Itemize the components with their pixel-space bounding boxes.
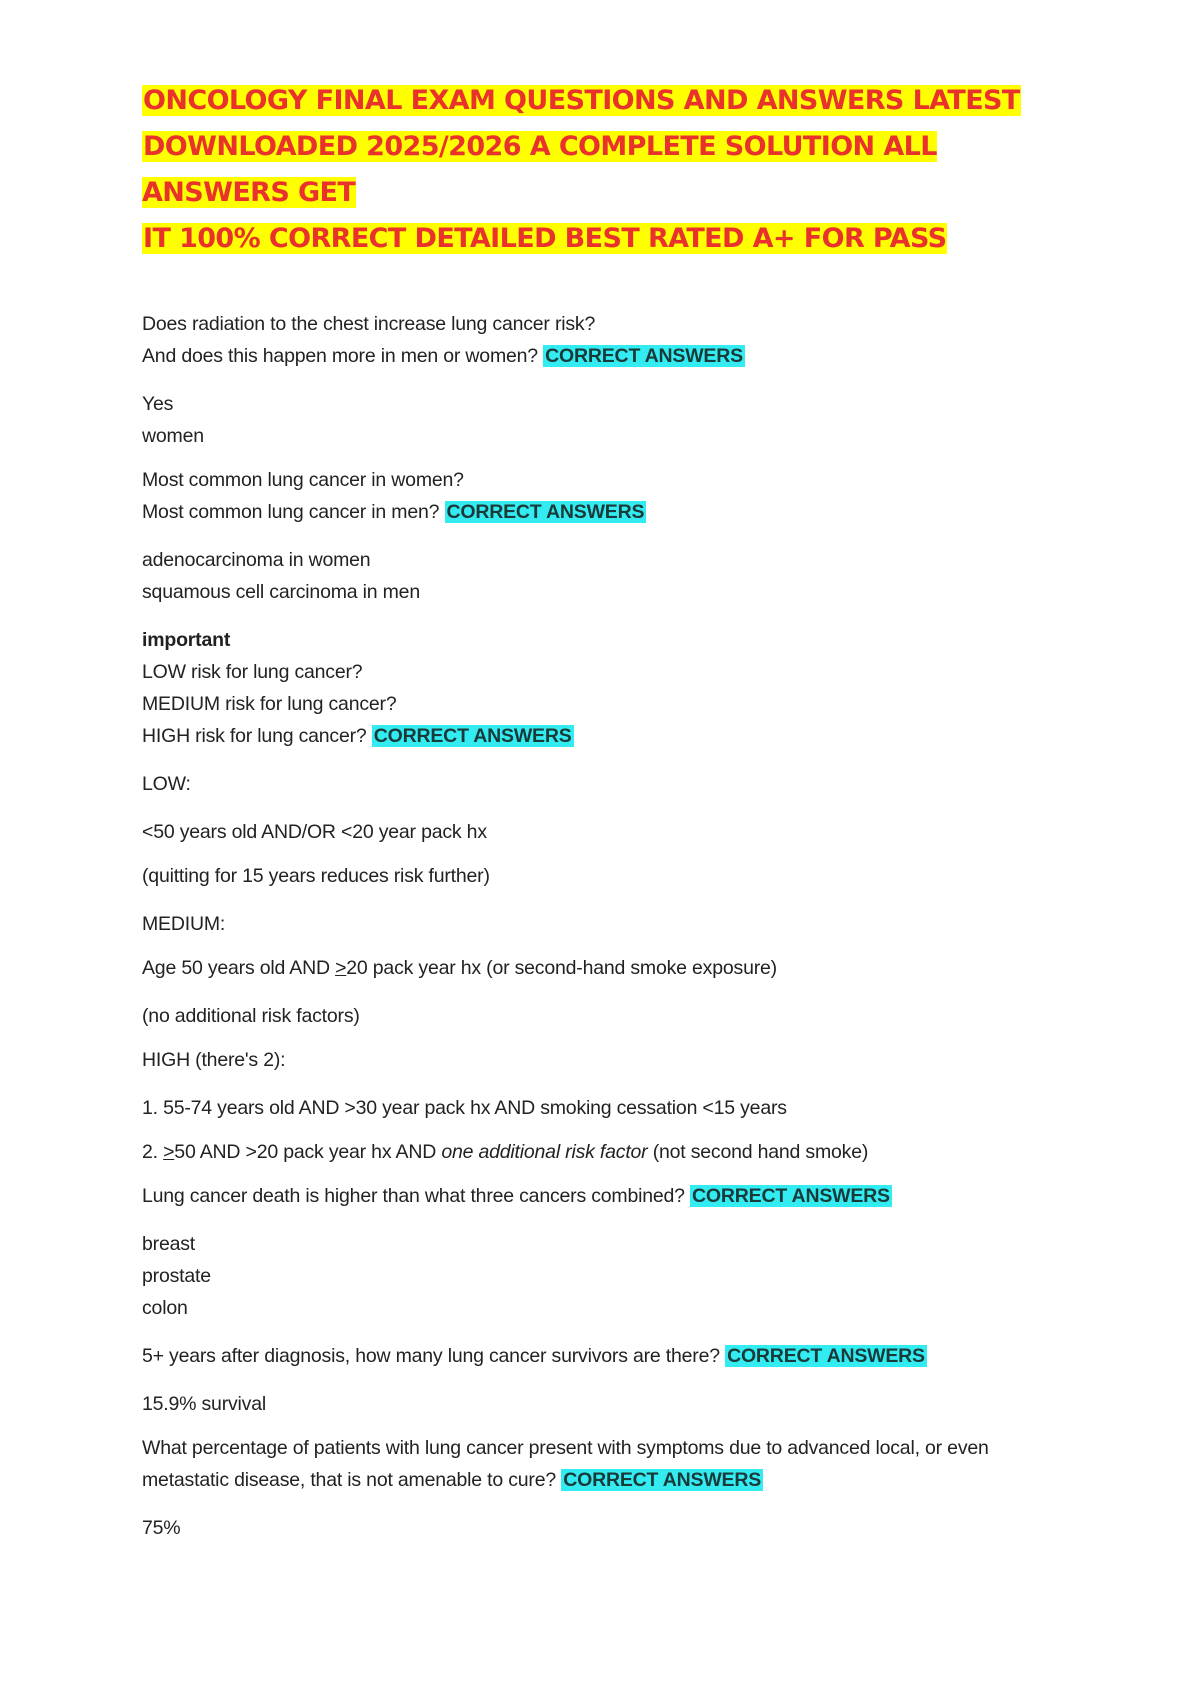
answer-text: (quitting for 15 years reduces risk further) [142,865,490,887]
correct-answers-tag: CORRECT ANSWERS [373,725,572,747]
answer-text: MEDIUM: [142,913,226,935]
answer-text: 15.9% survival [142,1393,267,1415]
question-heading: important [142,629,231,651]
answer-text: Age 50 years old AND >20 pack year hx (or second-hand smoke exposure) [142,957,777,979]
answer-text: Yes [142,393,174,415]
question-text: Lung cancer death is higher than what three cancers combined? CORRECT ANSWERS [142,1185,890,1207]
title-line: DOWNLOADED 2025/2026 A COMPLETE SOLUTION ALL ANSWERS GET [142,131,937,208]
correct-answers-tag: CORRECT ANSWERS [692,1185,890,1207]
question-text: Most common lung cancer in women? [142,469,464,491]
question-text: LOW risk for lung cancer? [142,661,363,683]
question-text: metastatic disease, that is not amenable to cure? CORRECT ANSWERS [142,1469,762,1491]
answer-text: 2. >50 AND >20 pack year hx AND one additional risk factor (not second hand smoke) [142,1141,869,1163]
question-text: Most common lung cancer in men? CORRECT ANSWERS [142,501,645,523]
answer-text: 1. 55-74 years old AND >30 year pack hx AND smoking cessation <15 years [142,1097,787,1119]
question-text: Does radiation to the chest increase lung cancer risk? [142,313,596,335]
answer-text: squamous cell carcinoma in men [142,581,420,603]
question-text: HIGH risk for lung cancer? CORRECT ANSWERS [142,725,572,747]
answer-text: LOW: [142,773,191,795]
answer-text: women [142,425,204,447]
answer-text: breast [142,1233,195,1255]
answer-text: 75% [142,1517,181,1539]
document-title [142,78,1082,262]
document-page [142,78,1082,1544]
question-text: MEDIUM risk for lung cancer? [142,693,397,715]
answer-text: (no additional risk factors) [142,1005,360,1027]
title-line: ONCOLOGY FINAL EXAM QUESTIONS AND ANSWERS LATEST [143,85,1020,116]
answer-text: prostate [142,1265,211,1287]
title-line: IT 100% CORRECT DETAILED BEST RATED A+ FOR PASS [143,223,947,254]
answer-text: adenocarcinoma in women [142,549,371,571]
question-text: 5+ years after diagnosis, how many lung cancer survivors are there? CORRECT ANSWERS [142,1345,925,1367]
answer-text: HIGH (there's 2): [142,1049,286,1071]
correct-answers-tag: CORRECT ANSWERS [563,1469,762,1491]
correct-answers-tag: CORRECT ANSWERS [545,345,743,367]
question-text: And does this happen more in men or women? CORRECT ANSWERS [142,345,743,367]
correct-answers-tag: CORRECT ANSWERS [446,501,645,523]
answer-text: <50 years old AND/OR <20 year pack hx [142,821,487,843]
question-text: What percentage of patients with lung cancer present with symptoms due to advanced local, or even [142,1437,989,1459]
correct-answers-tag: CORRECT ANSWERS [727,1345,925,1367]
answer-text: colon [142,1297,188,1319]
